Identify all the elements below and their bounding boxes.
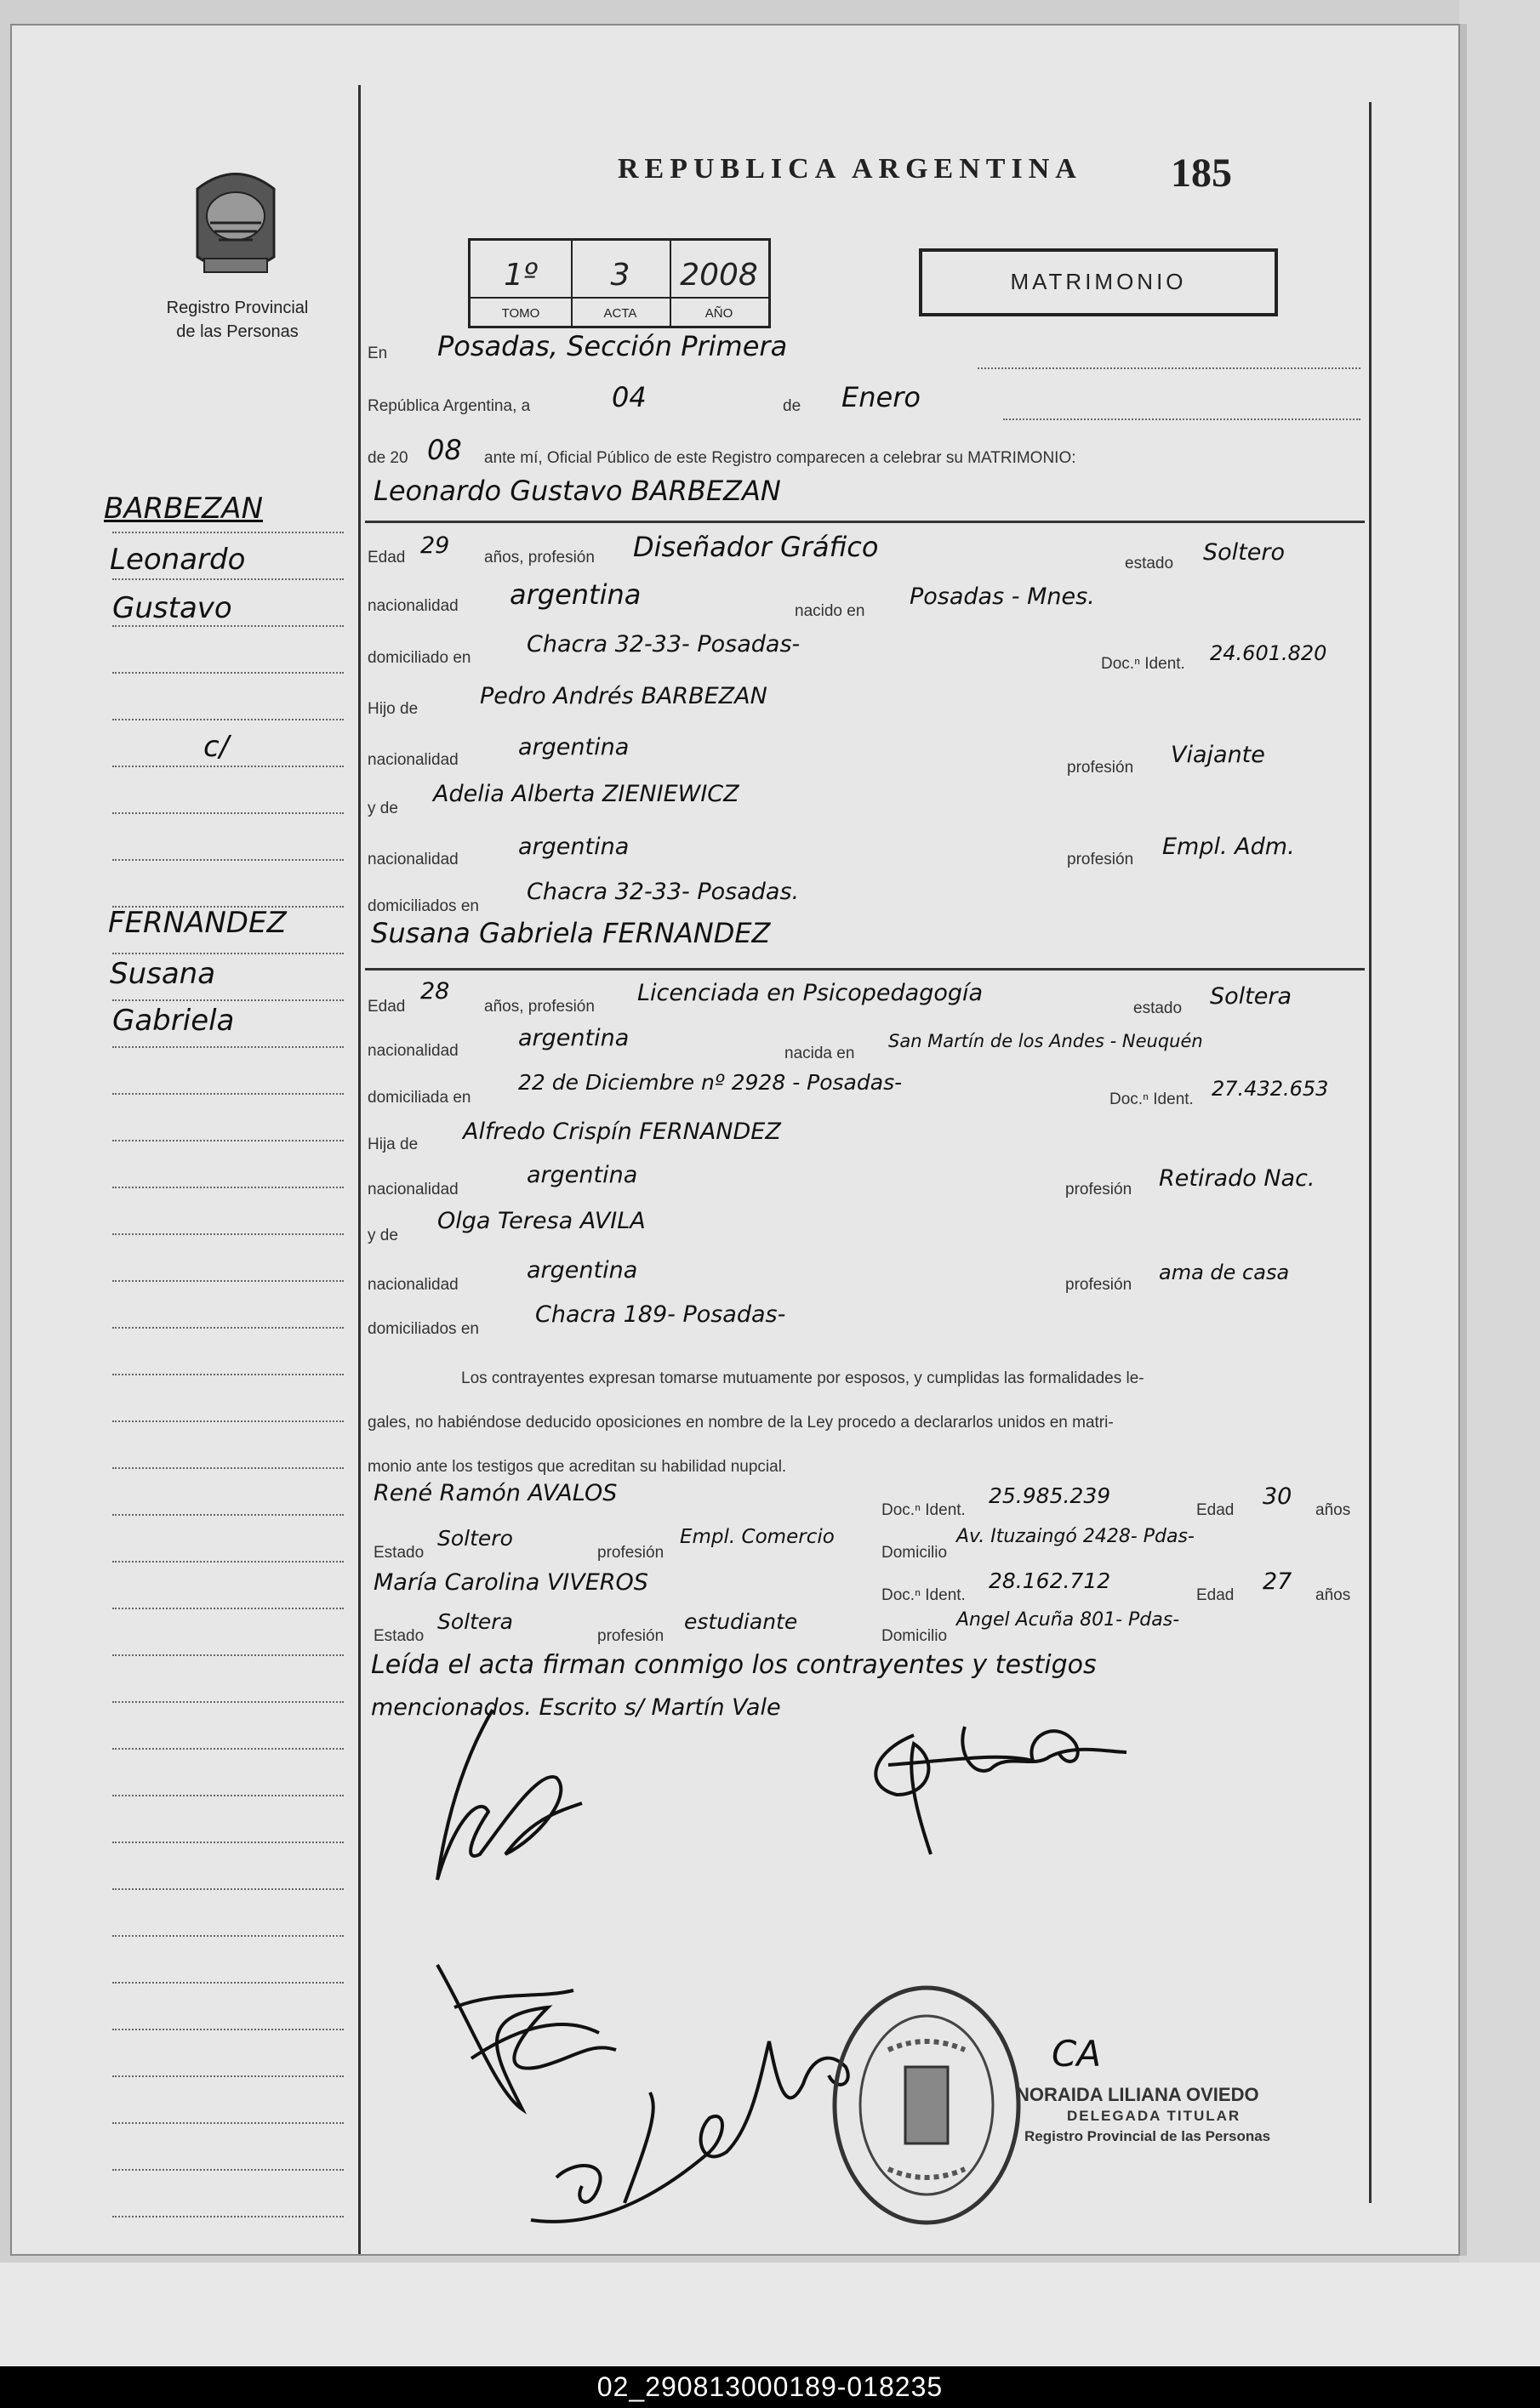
margin-rule-line bbox=[112, 2216, 344, 2217]
witness-2-status: Soltera bbox=[437, 1609, 513, 1634]
margin-rule-line bbox=[112, 719, 344, 720]
witness-2-name: María Carolina VIVEROS bbox=[374, 1569, 648, 1596]
margin-bride-given-2: Gabriela bbox=[112, 1004, 235, 1038]
label-de-mes: de bbox=[783, 397, 801, 415]
label-doc-ident: Doc.ⁿ Ident. bbox=[1109, 1090, 1194, 1108]
margin-bride-surname: FERNANDEZ bbox=[108, 906, 287, 940]
stamp-role: DELEGADA TITULAR bbox=[1067, 2108, 1241, 2124]
margin-rule-line bbox=[112, 1982, 344, 1984]
label-edad: Edad bbox=[1196, 1501, 1235, 1519]
label-estado: estado bbox=[1125, 555, 1174, 572]
label-anos-profesion: años, profesión bbox=[484, 549, 595, 566]
label-nacionalidad: nacionalidad bbox=[368, 851, 459, 868]
groom-mother-profession: Empl. Adm. bbox=[1162, 834, 1295, 860]
provincial-crest-icon bbox=[180, 163, 291, 282]
margin-rule-line bbox=[112, 1701, 344, 1703]
label-republica: República Argentina, a bbox=[368, 397, 531, 415]
closing-line-2: mencionados. Escrito s/ Martín Vale bbox=[371, 1694, 781, 1721]
country-title: REPUBLICA ARGENTINA bbox=[618, 153, 1082, 185]
ano-label: AÑO bbox=[704, 306, 733, 321]
bride-signature bbox=[863, 1693, 1135, 1863]
label-nacionalidad: nacionalidad bbox=[368, 1042, 459, 1060]
year-value: 08 bbox=[427, 434, 462, 466]
groom-father-profession: Viajante bbox=[1171, 742, 1265, 768]
label-nacionalidad: nacionalidad bbox=[368, 597, 459, 615]
bride-profession: Licenciada en Psicopedagogía bbox=[637, 980, 984, 1006]
bride-father: Alfredo Crispín FERNANDEZ bbox=[463, 1119, 781, 1145]
label-domicilio: Domicilio bbox=[881, 1627, 948, 1645]
groom-mother-nationality: argentina bbox=[518, 834, 630, 860]
label-estado: estado bbox=[1133, 999, 1183, 1017]
margin-rule-line bbox=[112, 1608, 344, 1609]
label-nacionalidad: nacionalidad bbox=[368, 1276, 459, 1294]
groom-status: Soltero bbox=[1203, 539, 1285, 566]
bride-address: 22 de Diciembre nº 2928 - Posadas- bbox=[518, 1070, 903, 1095]
witness-1-age: 30 bbox=[1263, 1483, 1292, 1510]
witness-1-address: Av. Ituzaingó 2428- Pdas- bbox=[956, 1526, 1195, 1547]
witness-1-status: Soltero bbox=[437, 1526, 513, 1551]
groom-nationality: argentina bbox=[510, 578, 642, 611]
acta-value: 3 bbox=[610, 258, 630, 293]
folio-number: 185 bbox=[1171, 151, 1232, 196]
label-domicilio: Domicilio bbox=[881, 1544, 948, 1562]
margin-rule-line bbox=[112, 625, 344, 627]
tomo-cell bbox=[471, 241, 573, 326]
label-estado: Estado bbox=[374, 1544, 425, 1562]
section-divider bbox=[365, 968, 1365, 971]
margin-rule-line bbox=[112, 812, 344, 814]
bride-father-nationality: argentina bbox=[527, 1162, 638, 1188]
margin-groom-given-1: Leonardo bbox=[110, 543, 246, 577]
label-profesion: profesión bbox=[597, 1544, 664, 1562]
margin-rule-line bbox=[112, 2169, 344, 2171]
margin-rule-line bbox=[112, 1514, 344, 1516]
label-edad: Edad bbox=[1196, 1586, 1235, 1604]
label-edad: Edad bbox=[368, 549, 406, 566]
margin-rule-line bbox=[112, 1140, 344, 1141]
right-border-line bbox=[1369, 102, 1372, 2203]
label-estado: Estado bbox=[374, 1627, 425, 1645]
margin-bride-given-1: Susana bbox=[110, 957, 216, 991]
groom-mother: Adelia Alberta ZIENIEWICZ bbox=[433, 781, 739, 807]
groom-father-nationality: argentina bbox=[518, 734, 630, 760]
acta-cell bbox=[571, 241, 671, 326]
label-hija-de: Hija de bbox=[368, 1136, 419, 1153]
margin-rule-line bbox=[112, 1093, 344, 1095]
witness-1-name: René Ramón AVALOS bbox=[374, 1480, 618, 1506]
bride-full-name: Susana Gabriela FERNANDEZ bbox=[371, 917, 771, 949]
label-en: En bbox=[368, 344, 388, 362]
section-divider bbox=[365, 521, 1365, 523]
label-hijo-de: Hijo de bbox=[368, 700, 419, 718]
bride-father-profession: Retirado Nac. bbox=[1159, 1165, 1315, 1192]
ano-value: 2008 bbox=[680, 258, 758, 293]
label-edad: Edad bbox=[368, 998, 406, 1016]
background-band bbox=[0, 2263, 1540, 2382]
label-anos-profesion: años, profesión bbox=[484, 998, 595, 1016]
label-domiciliado-en: domiciliado en bbox=[368, 649, 471, 667]
margin-connector: c/ bbox=[203, 730, 230, 764]
label-doc-ident: Doc.ⁿ Ident. bbox=[881, 1586, 966, 1604]
margin-rule-line bbox=[112, 1795, 344, 1796]
margin-rule-line bbox=[112, 1842, 344, 1843]
registry-line-2: de las Personas bbox=[176, 322, 299, 341]
label-domiciliados-en: domiciliados en bbox=[368, 897, 479, 915]
record-type-box bbox=[919, 248, 1278, 316]
declaration-line-3: monio ante los testigos que acreditan su habilidad nupcial. bbox=[368, 1458, 787, 1476]
month-value: Enero bbox=[841, 381, 921, 413]
margin-rule-line bbox=[112, 2122, 344, 2124]
label-profesion: profesión bbox=[1067, 851, 1134, 868]
groom-parents-address: Chacra 32-33- Posadas. bbox=[527, 879, 800, 905]
stamp-name: NORAIDA LILIANA OVIEDO bbox=[1016, 2084, 1259, 2105]
label-profesion: profesión bbox=[1067, 759, 1134, 777]
registry-line-1: Registro Provincial bbox=[166, 299, 309, 317]
margin-rule-line bbox=[112, 953, 344, 954]
label-anos: años bbox=[1315, 1501, 1351, 1519]
bride-age: 28 bbox=[420, 978, 450, 1005]
declaration-line-2: gales, no habiéndose deducido oposiciones en nombre de la Ley procedo a declararlos unidos en matri- bbox=[368, 1414, 1114, 1432]
margin-rule-line bbox=[112, 1280, 344, 1282]
tomo-value: 1º bbox=[504, 258, 538, 293]
tomo-label: TOMO bbox=[501, 306, 540, 321]
groom-age: 29 bbox=[420, 532, 450, 559]
margin-rule-line bbox=[112, 1233, 344, 1235]
label-doc-ident: Doc.ⁿ Ident. bbox=[1101, 655, 1185, 673]
bride-parents-address: Chacra 189- Posadas- bbox=[535, 1301, 786, 1328]
margin-rule-line bbox=[112, 999, 344, 1001]
margin-rule-line bbox=[112, 766, 344, 767]
label-doc-ident: Doc.ⁿ Ident. bbox=[881, 1501, 966, 1519]
witness-1-profession: Empl. Comercio bbox=[680, 1526, 835, 1548]
label-profesion: profesión bbox=[1065, 1181, 1132, 1198]
bride-id-number: 27.432.653 bbox=[1212, 1077, 1329, 1101]
margin-rule-line bbox=[112, 2029, 344, 2030]
label-profesion: profesión bbox=[597, 1627, 664, 1645]
groom-father: Pedro Andrés BARBEZAN bbox=[480, 683, 767, 709]
label-nacida-en: nacida en bbox=[784, 1045, 855, 1062]
groom-address: Chacra 32-33- Posadas- bbox=[527, 631, 801, 658]
record-table bbox=[468, 238, 771, 328]
declaration-line-1: Los contrayentes expresan tomarse mutuamente por esposos, y cumplidas las formalidades le- bbox=[461, 1369, 1144, 1387]
label-domiciliados-en: domiciliados en bbox=[368, 1320, 479, 1338]
intro-text: ante mí, Oficial Público de este Registro comparecen a celebrar su MATRIMONIO: bbox=[484, 449, 1076, 467]
groom-profession: Diseñador Gráfico bbox=[633, 531, 879, 563]
footer-bar bbox=[0, 2366, 1540, 2408]
acta-label: ACTA bbox=[603, 306, 637, 321]
label-nacionalidad: nacionalidad bbox=[368, 751, 459, 769]
label-de-ano: de 20 bbox=[368, 449, 408, 467]
margin-rule-line bbox=[112, 1187, 344, 1188]
margin-rule-line bbox=[112, 1654, 344, 1656]
bride-status: Soltera bbox=[1210, 983, 1292, 1010]
image-code: 02_290813000189-018235 bbox=[596, 2371, 944, 2402]
margin-rule-line bbox=[112, 1467, 344, 1469]
label-y-de: y de bbox=[368, 1227, 398, 1244]
label-anos: años bbox=[1315, 1586, 1351, 1604]
day-value: 04 bbox=[612, 381, 647, 413]
margin-rule-line bbox=[112, 1935, 344, 1937]
place-value: Posadas, Sección Primera bbox=[437, 330, 788, 362]
label-y-de: y de bbox=[368, 800, 398, 817]
margin-rule-line bbox=[112, 532, 344, 533]
label-profesion: profesión bbox=[1065, 1276, 1132, 1294]
closing-line-1: Leída el acta firman conmigo los contrayentes y testigos bbox=[371, 1650, 1097, 1680]
margin-line bbox=[358, 85, 361, 2254]
bride-mother: Olga Teresa AVILA bbox=[437, 1208, 646, 1234]
margin-rule-line bbox=[112, 1561, 344, 1563]
dotted-line bbox=[978, 367, 1360, 369]
margin-rule-line bbox=[112, 1374, 344, 1375]
witness-2-profession: estudiante bbox=[684, 1609, 798, 1634]
witness-2-address: Angel Acuña 801- Pdas- bbox=[956, 1609, 1180, 1631]
bride-birthplace: San Martín de los Andes - Neuquén bbox=[888, 1031, 1203, 1051]
stamp-office: Registro Provincial de las Personas bbox=[1024, 2128, 1271, 2144]
margin-rule-line bbox=[112, 578, 344, 580]
margin-rule-line bbox=[112, 1748, 344, 1750]
witness-2-age: 27 bbox=[1263, 1568, 1292, 1595]
margin-rule-line bbox=[112, 2075, 344, 2077]
margin-rule-line bbox=[112, 1420, 344, 1422]
margin-rule-line bbox=[112, 859, 344, 861]
official-initials: CA bbox=[1052, 2033, 1102, 2075]
label-nacido-en: nacido en bbox=[795, 602, 865, 620]
registry-name bbox=[131, 296, 344, 344]
bride-mother-profession: ama de casa bbox=[1159, 1261, 1290, 1284]
groom-full-name: Leonardo Gustavo BARBEZAN bbox=[374, 475, 781, 507]
groom-id-number: 24.601.820 bbox=[1210, 641, 1327, 665]
margin-rule-line bbox=[112, 1888, 344, 1890]
bride-mother-nationality: argentina bbox=[527, 1257, 638, 1284]
margin-rule-line bbox=[112, 672, 344, 674]
groom-birthplace: Posadas - Mnes. bbox=[910, 583, 1095, 610]
dotted-line bbox=[1003, 418, 1360, 420]
record-type-label: MATRIMONIO bbox=[1010, 269, 1187, 294]
register-page bbox=[10, 24, 1460, 2256]
bride-nationality: argentina bbox=[518, 1025, 630, 1051]
witness-1-id: 25.985.239 bbox=[989, 1483, 1111, 1508]
label-nacionalidad: nacionalidad bbox=[368, 1181, 459, 1198]
margin-groom-given-2: Gustavo bbox=[112, 591, 232, 625]
background-strip bbox=[1459, 0, 1540, 2297]
witness-2-id: 28.162.712 bbox=[989, 1568, 1111, 1593]
margin-groom-surname: BARBEZAN bbox=[104, 492, 263, 526]
official-seal-icon bbox=[829, 1982, 1024, 2229]
ano-cell bbox=[670, 241, 768, 326]
witness-2-signature bbox=[522, 2007, 880, 2246]
groom-signature bbox=[412, 1693, 607, 1897]
margin-rule-line bbox=[112, 1327, 344, 1329]
label-domiciliada-en: domiciliada en bbox=[368, 1089, 471, 1107]
margin-rule-line bbox=[112, 1046, 344, 1048]
